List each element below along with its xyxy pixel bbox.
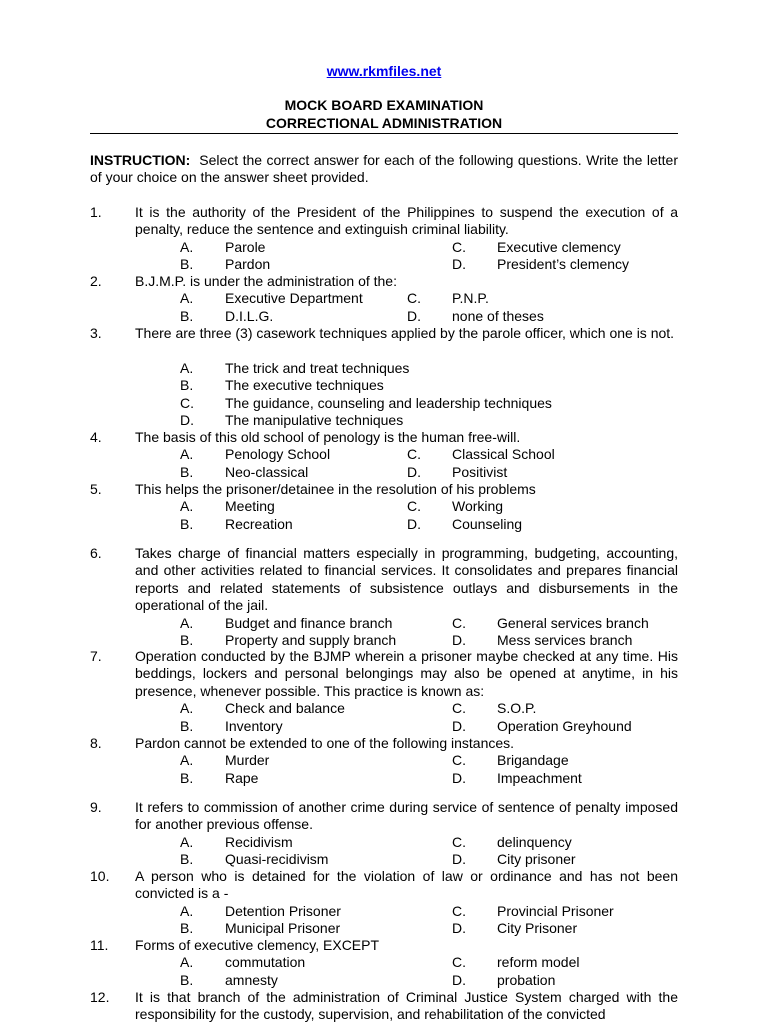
option-text: Budget and finance branch — [225, 614, 393, 631]
option-letter: C. — [407, 290, 421, 307]
question-text: Takes charge of financial matters especially in programming, budgeting, accounting, and other activities related to financial services. It consolidates and prepares financial reports and related statements of subsistence outlays and disbursements in the operational of the jail. — [135, 545, 678, 614]
instruction-label: INSTRUCTION: — [90, 152, 191, 168]
option-letter: A. — [180, 446, 194, 463]
option-text: Murder — [225, 752, 270, 769]
exam-title: MOCK BOARD EXAMINATION — [284, 97, 484, 113]
option-text: President’s clemency — [497, 256, 630, 273]
question-number: 7. — [90, 648, 102, 664]
option-text: City Prisoner — [497, 920, 578, 937]
option-text: Pardon — [225, 256, 271, 273]
option-text: Executive clemency — [497, 238, 621, 255]
option-text: P.N.P. — [452, 290, 489, 307]
question-text: The basis of this old school of penology is the human free-will. — [135, 429, 521, 445]
option-text: Mess services branch — [497, 632, 633, 648]
option-letter: B. — [180, 632, 194, 648]
option-letter: D. — [452, 971, 466, 988]
option-letter: C. — [452, 752, 466, 769]
option-letter: C. — [452, 902, 466, 919]
option-text: Meeting — [225, 498, 275, 515]
option-letter: D. — [407, 463, 421, 480]
option-text: Neo-classical — [225, 463, 309, 480]
option-text: Property and supply branch — [225, 632, 397, 648]
option-text: reform model — [497, 954, 580, 971]
option-text: Working — [452, 498, 504, 515]
option-text: Inventory — [225, 717, 283, 734]
option-letter: B. — [180, 851, 194, 868]
option-text: The manipulative techniques — [225, 412, 404, 428]
option-letter: B. — [180, 463, 194, 480]
question-number: 4. — [90, 429, 102, 445]
option-letter: C. — [407, 446, 421, 463]
option-letter: C. — [452, 833, 466, 850]
exam-subject: CORRECTIONAL ADMINISTRATION — [265, 115, 503, 131]
option-text: S.O.P. — [497, 700, 537, 717]
option-letter: A. — [180, 359, 194, 376]
option-letter: B. — [180, 769, 194, 786]
option-letter: C. — [407, 498, 421, 515]
question-number: 1. — [90, 204, 102, 220]
option-text: amnesty — [225, 971, 278, 988]
option-letter: C. — [452, 614, 466, 631]
question-number: 3. — [90, 325, 102, 341]
option-text: Impeachment — [497, 769, 582, 786]
option-letter: D. — [407, 307, 421, 324]
question-number: 10. — [90, 868, 110, 884]
option-letter: B. — [180, 920, 194, 937]
option-text: Rape — [225, 769, 259, 786]
option-letter: D. — [407, 515, 421, 532]
question-text: It is the authority of the President of the Philippines to suspend the execution of a penalty, reduce the sentence and extinguish criminal liability. — [135, 204, 678, 238]
option-text: General services branch — [497, 614, 649, 631]
option-text: Parole — [225, 238, 266, 255]
option-letter: C. — [452, 700, 466, 717]
question-number: 5. — [90, 481, 102, 497]
question-text: B.J.M.P. is under the administration of the: — [135, 273, 397, 289]
option-text: Penology School — [225, 446, 331, 463]
question-text: Operation conducted by the BJMP wherein a prisoner maybe checked at any time. His beddings, lockers and personal belongings may also be opened at anytime, in his presence, whenever possible. This practice is known as: — [135, 648, 678, 699]
instruction-text: Select the correct answer for each of the following questions. Write the letter of your choice on the answer sheet provided. — [90, 152, 679, 186]
option-text: Detention Prisoner — [225, 902, 341, 919]
option-letter: B. — [180, 515, 194, 532]
option-letter: A. — [180, 902, 194, 919]
question-number: 11. — [90, 937, 109, 953]
option-text: Municipal Prisoner — [225, 920, 341, 937]
option-text: delinquency — [497, 833, 572, 850]
option-text: Recreation — [225, 515, 293, 532]
option-letter: A. — [180, 700, 194, 717]
question-text: Pardon cannot be extended to one of the following instances. — [135, 735, 515, 751]
option-text: D.I.L.G. — [225, 307, 274, 324]
question-number: 2. — [90, 273, 102, 289]
option-text: The guidance, counseling and leadership techniques — [225, 394, 552, 411]
option-letter: A. — [180, 290, 194, 307]
option-text: City prisoner — [497, 851, 576, 868]
option-text: The trick and treat techniques — [225, 359, 410, 376]
option-text: Classical School — [452, 446, 555, 463]
option-letter: C. — [180, 394, 194, 411]
question-text: Forms of executive clemency, EXCEPT — [135, 937, 380, 953]
option-letter: D. — [452, 256, 466, 273]
option-letter: A. — [180, 752, 194, 769]
option-letter: B. — [180, 971, 194, 988]
option-letter: A. — [180, 498, 194, 515]
question-number: 6. — [90, 545, 102, 561]
option-text: none of theses — [452, 307, 544, 324]
option-letter: D. — [180, 412, 194, 428]
option-letter: C. — [452, 238, 466, 255]
option-letter: A. — [180, 833, 194, 850]
question-text: This helps the prisoner/detainee in the resolution of his problems — [135, 481, 536, 497]
option-text: Executive Department — [225, 290, 363, 307]
option-letter: D. — [452, 717, 466, 734]
header-divider — [90, 133, 678, 134]
option-letter: B. — [180, 377, 194, 394]
option-text: Provincial Prisoner — [497, 902, 614, 919]
option-letter: D. — [452, 769, 466, 786]
question-text: It is that branch of the administration of Criminal Justice System charged with the responsibility for the custody, supervision, and rehabilitation of the convicted — [135, 989, 678, 1023]
question-text: There are three (3) casework techniques applied by the parole officer, which one is not. — [135, 325, 675, 341]
option-text: Operation Greyhound — [497, 717, 632, 734]
option-text: commutation — [225, 954, 306, 971]
option-letter: D. — [452, 851, 466, 868]
question-text: A person who is detained for the violation of law or ordinance and has not been convicted is a - — [135, 868, 678, 902]
option-letter: B. — [180, 256, 194, 273]
option-text: The executive techniques — [225, 377, 384, 394]
option-letter: A. — [180, 614, 194, 631]
question-number: 9. — [90, 799, 102, 815]
option-text: Counseling — [452, 515, 523, 532]
question-number: 12. — [90, 989, 110, 1005]
option-letter: C. — [452, 954, 466, 971]
option-text: Quasi-recidivism — [225, 851, 329, 868]
option-letter: A. — [180, 238, 194, 255]
option-letter: D. — [452, 920, 466, 937]
question-number: 8. — [90, 735, 102, 751]
question-text: It refers to commission of another crime during service of sentence of penalty imposed for another previous offense. — [135, 799, 678, 833]
instruction-paragraph — [90, 152, 678, 187]
option-text: Brigandage — [497, 752, 569, 769]
option-text: probation — [497, 971, 556, 988]
option-letter: B. — [180, 717, 194, 734]
option-letter: D. — [452, 632, 466, 648]
option-text: Check and balance — [225, 700, 345, 717]
website-link[interactable]: www.rkmfiles.net — [326, 63, 442, 79]
option-letter: B. — [180, 307, 194, 324]
option-text: Recidivism — [225, 833, 293, 850]
option-text: Positivist — [452, 463, 508, 480]
option-letter: A. — [180, 954, 194, 971]
